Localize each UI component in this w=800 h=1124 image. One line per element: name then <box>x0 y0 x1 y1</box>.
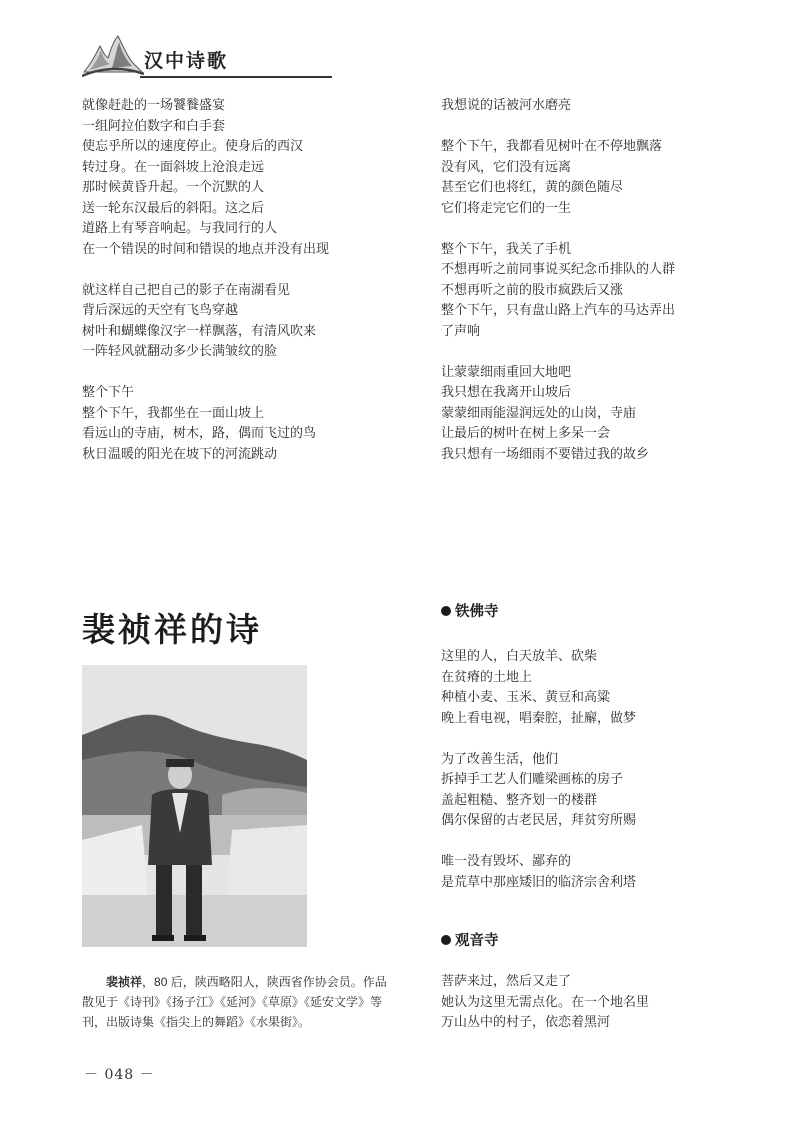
header-rule <box>140 76 332 78</box>
poem-line: 转过身。在一面斜坡上沧浪走远 <box>82 159 265 175</box>
poem-line: 在一个错误的时间和错误的地点并没有出现 <box>82 241 330 257</box>
poem-line: 菩萨来过，然后又走了 <box>441 974 572 989</box>
poem-line: 没有风，它们没有远离 <box>441 159 572 175</box>
poem-line: 一阵轻风就翻动多少长满皱纹的脸 <box>82 344 278 359</box>
poem-line: 树叶和蝴蝶像汉字一样飘落，有清风吹来 <box>82 323 317 339</box>
poem-line: 秋日温暖的阳光在坡下的河流跳动 <box>82 446 278 462</box>
poem-line: 甚至它们也将红，黄的颜色随尽 <box>441 180 624 195</box>
header-title: 汉中诗歌 <box>144 50 229 72</box>
author-photo <box>82 665 307 947</box>
mountain-logo-icon <box>82 32 144 78</box>
stanza-break <box>441 342 741 363</box>
poem-line: 在贫瘠的土地上 <box>441 669 533 685</box>
poem-line: 整个下午，我都坐在一面山坡上 <box>82 405 265 421</box>
poem-title-tiefosi <box>441 600 499 621</box>
poem-line: 不想再听之前同事说买纪念币排队的人群 <box>441 262 676 277</box>
poem-line: 唯一没有毁坏、鄙弃的 <box>441 854 572 869</box>
poem-title-text: 观音寺 <box>455 933 499 949</box>
poem-line: 她认为这里无需点化。在一个地名里 <box>441 994 650 1010</box>
poem-line: 蒙蒙细雨能湿润远处的山岗，寺庙 <box>441 405 637 421</box>
poem-line: 万山丛中的村子，依恋着黑河 <box>441 1015 611 1030</box>
stanza-break <box>441 219 741 240</box>
poem-line: 整个下午，我关了手机 <box>441 241 572 257</box>
bullet-icon <box>441 606 451 616</box>
poem-line: 那时候黄昏升起。一个沉默的人 <box>82 180 265 195</box>
bullet-icon <box>441 935 451 945</box>
poem-line: 种植小麦、玉米、黄豆和高粱 <box>441 690 611 705</box>
poem-line: 让最后的树叶在树上多呆一会 <box>441 426 611 441</box>
stanza-break <box>441 832 741 853</box>
poem-line: 就这样自己把自己的影子在南湖看见 <box>82 282 291 298</box>
poem-line: 是荒草中那座矮旧的临济宗舍利塔 <box>441 874 637 890</box>
poem-line: 一组阿拉伯数字和白手套 <box>82 118 226 134</box>
poem-line: 了声响 <box>441 323 481 339</box>
poem-line: 整个下午，我都看见树叶在不停地飘落 <box>441 139 663 154</box>
poem-line: 使忘乎所以的速度停止。使身后的西汉 <box>82 139 304 154</box>
poem-line: 就像赶赴的一场饕餮盛宴 <box>82 98 226 113</box>
poem-line: 不想再听之前的股市疯跌后又涨 <box>441 282 624 298</box>
stanza-break <box>441 729 741 750</box>
poem-line: 盖起粗糙、整齐划一的楼群 <box>441 792 598 808</box>
page-number: － 048 － <box>84 1067 155 1083</box>
poem-title-text: 铁佛寺 <box>455 604 499 620</box>
author-name: 裴祯祥 <box>106 975 143 989</box>
poem-tiefosi <box>441 647 741 893</box>
poem-guanyinsi <box>441 972 741 1034</box>
poem-line: 背后深远的天空有飞鸟穿越 <box>82 303 239 318</box>
poem-line: 整个下午，只有盘山路上汽车的马达弄出 <box>441 303 676 318</box>
poem-line: 它们将走完它们的一生 <box>441 200 572 216</box>
page-header <box>82 32 250 78</box>
poem-right-top <box>441 96 741 465</box>
poem-line: 让蒙蒙细雨重回大地吧 <box>441 364 572 380</box>
poem-line: 为了改善生活，他们 <box>441 751 559 767</box>
poem-line: 看远山的寺庙，树木，路，偶而飞过的鸟 <box>82 426 317 441</box>
poem-line: 道路上有琴音响起。与我同行的人 <box>82 221 278 236</box>
poem-line: 这里的人，白天放羊、砍柴 <box>441 649 598 664</box>
stanza-break <box>82 260 412 281</box>
poem-line: 我只想有一场细雨不要错过我的故乡 <box>441 446 650 462</box>
author-bio-text: ，80 后，陕西略阳人，陕西省作协会员。作品散见于《诗刊》《扬子江》《延河》《草原》《延安文学》等刊，出版诗集《指尖上的舞蹈》《水果街》。 <box>82 975 387 1029</box>
poem-title-guanyinsi <box>441 929 499 950</box>
poem-line: 晚上看电视，唱秦腔，扯廨，做梦 <box>441 710 637 726</box>
poem-line: 拆掉手工艺人们雕梁画栋的房子 <box>441 772 624 787</box>
poem-line: 整个下午 <box>82 385 135 400</box>
author-bio <box>82 972 392 1032</box>
poem-line: 我想说的话被河水磨亮 <box>441 98 572 113</box>
stanza-break <box>441 117 741 138</box>
poem-line: 送一轮东汉最后的斜阳。这之后 <box>82 200 265 216</box>
poem-line: 我只想在我离开山坡后 <box>441 385 572 400</box>
poem-left-top <box>82 96 412 465</box>
stanza-break <box>82 363 412 384</box>
poem-line: 偶尔保留的古老民居，拜贫穷所赐 <box>441 813 637 828</box>
section-title: 裴祯祥的诗 <box>82 610 262 649</box>
